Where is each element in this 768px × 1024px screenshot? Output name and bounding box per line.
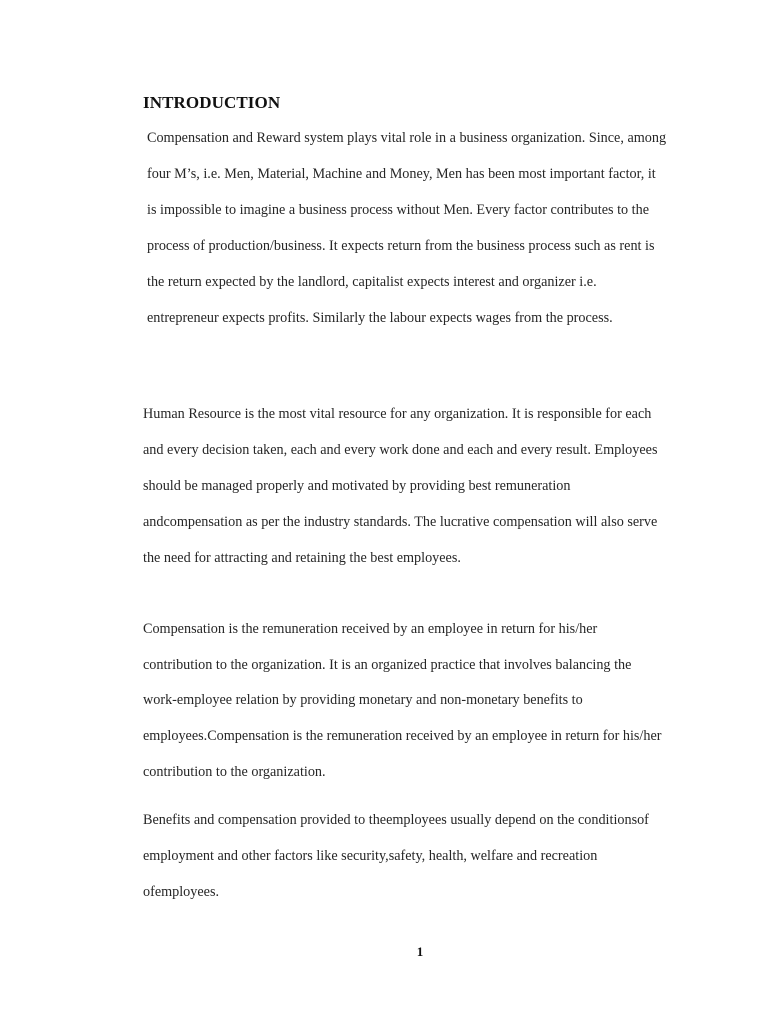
paragraph-line: entrepreneur expects profits. Similarly the labour expects wages from the process. [147,310,613,326]
paragraph-line: Compensation is the remuneration received by an employee in return for his/her [143,621,598,637]
paragraph-line: contribution to the organization. [143,764,326,780]
paragraph-line: and every decision taken, each and every work done and each and every result. Employees [143,442,658,458]
paragraph-line: ofemployees. [143,884,220,900]
page-number: 1 [416,944,424,959]
paragraph-line: should be managed properly and motivated by providing best remuneration [143,478,571,494]
section-heading: INTRODUCTION [143,93,281,112]
paragraph-line: Benefits and compensation provided to theemployees usually depend on the conditionsof [143,812,649,828]
paragraph-line: process of production/business. It expects return from the business process such as rent is [147,238,655,254]
paragraph-line: the return expected by the landlord, capitalist expects interest and organizer i.e. [147,274,597,290]
paragraph-line: is impossible to imagine a business process without Men. Every factor contributes to the [147,202,649,218]
paragraph-line: andcompensation as per the industry standards. The lucrative compensation will also serve [143,514,658,530]
paragraph-line: contribution to the organization. It is an organized practice that involves balancing the [143,657,632,673]
paragraph-line: the need for attracting and retaining the best employees. [143,550,461,566]
paragraph-line: work-employee relation by providing monetary and non-monetary benefits to [143,692,583,708]
paragraph-line: four M’s, i.e. Men, Material, Machine and Money, Men has been most important factor, it [147,166,656,182]
paragraph-line: Human Resource is the most vital resource for any organization. It is responsible for each [143,406,652,422]
paragraph-line: employment and other factors like security,safety, health, welfare and recreation [143,848,598,864]
paragraph-line: employees.Compensation is the remuneration received by an employee in return for his/her [143,728,662,744]
paragraph-line: Compensation and Reward system plays vital role in a business organization. Since, among [147,130,667,146]
